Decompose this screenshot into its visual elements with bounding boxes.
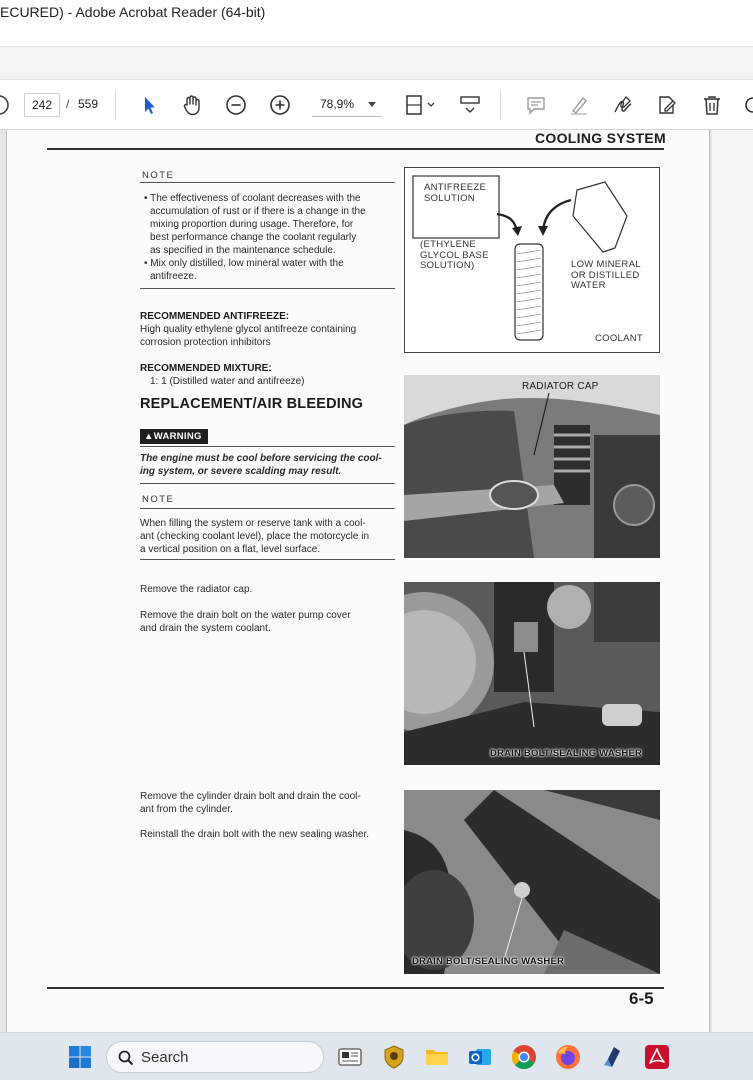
- water-label: LOW MINERAL OR DISTILLED WATER: [571, 259, 641, 291]
- search-placeholder: Search: [141, 1048, 189, 1066]
- hand-tool-icon[interactable]: [179, 92, 205, 118]
- select-cursor-icon[interactable]: [136, 92, 162, 118]
- acrobat-icon[interactable]: [643, 1043, 671, 1071]
- chevron-down-icon: [368, 102, 376, 107]
- zoom-level-value: 78,9%: [320, 97, 355, 111]
- pdf-page: [6, 130, 710, 1032]
- toolbar: [0, 80, 753, 130]
- step-text: Reinstall the drain bolt with the new sealing washer.: [140, 829, 370, 840]
- antifreeze-line: High quality ethylene glycol antifreeze containing: [140, 324, 357, 335]
- outlook-icon[interactable]: [466, 1043, 494, 1071]
- cylinder-drain-photo: [404, 790, 660, 974]
- step-text: ant from the cylinder.: [140, 804, 233, 815]
- coolant-label: COOLANT: [595, 333, 644, 344]
- title-bar: [0, 0, 753, 24]
- step-text: Remove the cylinder drain bolt and drain the cool-: [140, 791, 361, 802]
- trash-icon[interactable]: [699, 92, 725, 118]
- scroll-mode-icon[interactable]: [457, 92, 483, 118]
- note-line: • The effectiveness of coolant decreases with the: [144, 193, 361, 204]
- start-icon[interactable]: [68, 1045, 92, 1069]
- warning-line: ing system, or severe scalding may result.: [140, 466, 342, 477]
- comment-icon[interactable]: [523, 92, 549, 118]
- zoom-level-dropdown[interactable]: [312, 93, 382, 117]
- page-fit-icon[interactable]: [402, 92, 438, 118]
- note-line: antifreeze.: [150, 271, 197, 282]
- radiator-cap-photo: [404, 375, 660, 558]
- security-icon[interactable]: [380, 1043, 408, 1071]
- file-explorer-icon[interactable]: [423, 1043, 451, 1071]
- note-line: best performance change the coolant regularly: [150, 232, 357, 243]
- note-label: NOTE: [142, 170, 175, 181]
- document-viewer[interactable]: [0, 130, 753, 1032]
- note-rule-top: [140, 182, 395, 183]
- replacement-heading: REPLACEMENT/AIR BLEEDING: [140, 396, 364, 412]
- step-text: Remove the radiator cap.: [140, 584, 253, 595]
- radiator-cap-label: RADIATOR CAP: [522, 381, 599, 392]
- mixture-line: 1: 1 (Distilled water and antifreeze): [150, 376, 305, 387]
- note-line: accumulation of rust or if there is a change in the: [150, 206, 366, 217]
- sign-icon[interactable]: [610, 92, 636, 118]
- section-title: COOLING SYSTEM: [535, 130, 666, 146]
- step-text: and drain the system coolant.: [140, 623, 271, 634]
- app-icon[interactable]: [598, 1043, 626, 1071]
- previous-page-icon[interactable]: [0, 92, 12, 118]
- antifreeze-label: ANTIFREEZE SOLUTION: [424, 182, 487, 204]
- rotate-icon[interactable]: [740, 92, 753, 118]
- edit-pdf-icon[interactable]: [654, 92, 680, 118]
- note-rule-bottom: [140, 288, 395, 289]
- page-number-input[interactable]: 242: [24, 93, 60, 117]
- note-line: mixing proportion during usage. Therefore, for: [150, 219, 354, 230]
- warning-badge: ▲WARNING: [140, 429, 208, 444]
- search-icon: [118, 1050, 134, 1066]
- toolbar-divider: [115, 90, 116, 120]
- footer-rule: [47, 987, 664, 989]
- note-line: ant (checking coolant level), place the motorcycle in: [140, 531, 370, 542]
- drain-bolt-caption: DRAIN BOLT/SEALING WASHER: [412, 956, 565, 967]
- water-pump-drain-photo: [404, 582, 660, 765]
- drain-bolt-caption: DRAIN BOLT/SEALING WASHER: [490, 748, 643, 759]
- note-label: NOTE: [142, 494, 175, 505]
- note-line: When filling the system or reserve tank with a cool-: [140, 518, 366, 529]
- note-rule-top: [140, 508, 395, 509]
- toolbar-divider: [500, 90, 501, 120]
- antifreeze-heading: RECOMMENDED ANTIFREEZE:: [140, 311, 290, 322]
- header-rule: [47, 148, 664, 150]
- warning-rule-top: [140, 446, 395, 447]
- zoom-out-icon[interactable]: [223, 92, 249, 118]
- taskbar: [0, 1032, 753, 1080]
- zoom-in-icon[interactable]: [267, 92, 293, 118]
- widgets-icon[interactable]: [336, 1043, 364, 1071]
- tab-strip: [0, 46, 753, 80]
- note-line: • Mix only distilled, low mineral water with the: [144, 258, 344, 269]
- warning-rule-bottom: [140, 483, 395, 484]
- coolant-diagram: [404, 167, 660, 353]
- page-total: 559: [78, 97, 99, 111]
- page-number: 6-5: [629, 989, 654, 1008]
- window-title: ECURED) - Adobe Acrobat Reader (64-bit): [0, 4, 266, 20]
- firefox-icon[interactable]: [554, 1043, 582, 1071]
- mixture-heading: RECOMMENDED MIXTURE:: [140, 363, 272, 374]
- note-line: as specified in the maintenance schedule.: [150, 245, 336, 256]
- ethylene-label: (ETHYLENE GLYCOL BASE SOLUTION): [420, 239, 489, 271]
- highlight-pen-icon[interactable]: [566, 92, 592, 118]
- viewer-scrollbar[interactable]: [712, 130, 753, 1032]
- menu-bar: [0, 24, 753, 46]
- step-text: Remove the drain bolt on the water pump cover: [140, 610, 351, 621]
- chrome-icon[interactable]: [510, 1043, 538, 1071]
- note-rule-bottom: [140, 559, 395, 560]
- taskbar-search[interactable]: [106, 1041, 324, 1073]
- note-line: a vertical position on a flat, level surface.: [140, 544, 321, 555]
- page-separator: /: [66, 97, 70, 111]
- antifreeze-line: corrosion protection inhibitors: [140, 337, 271, 348]
- warning-line: The engine must be cool before servicing the cool-: [140, 453, 382, 464]
